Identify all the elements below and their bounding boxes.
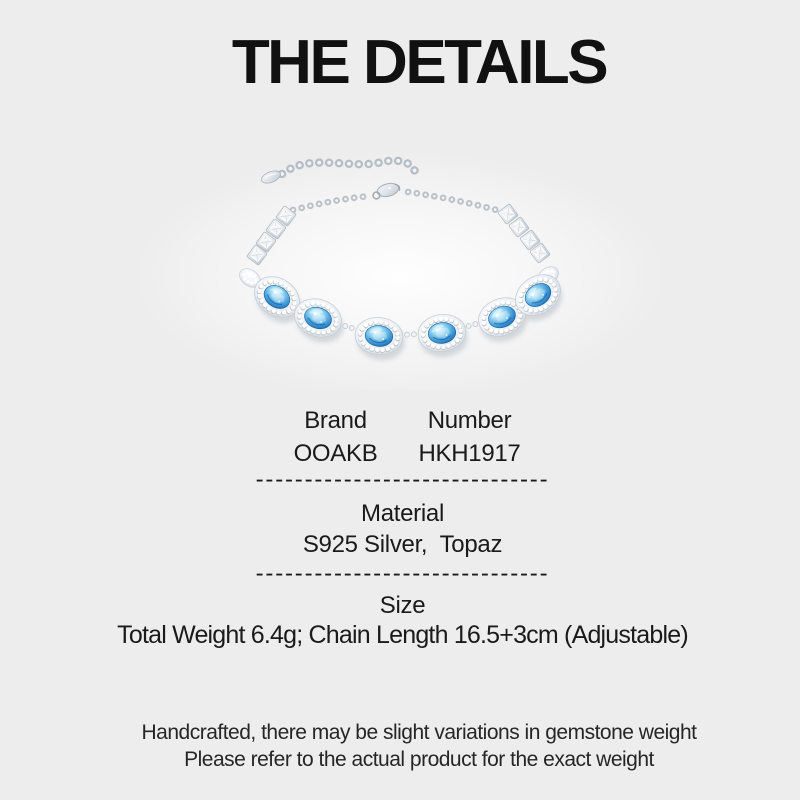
size-label: Size [379, 592, 426, 619]
number-column [409, 409, 531, 466]
brand-label: Brand [304, 407, 367, 434]
footer-line-2: Please refer to the actual product for the exact weight [184, 748, 654, 771]
number-value: HKH1917 [418, 440, 521, 467]
material-value: S925 Silver, Topaz [302, 531, 503, 558]
brand-column [275, 409, 397, 466]
product-photo [120, 140, 680, 390]
material-label: Material [361, 500, 444, 527]
number-label: Number [427, 407, 512, 434]
footer-note [38, 719, 800, 773]
bracelet-photo [120, 140, 680, 390]
divider-dashes-2: ------------------------------ [255, 560, 550, 587]
brand-number-row [5, 409, 800, 466]
footer-line-1: Handcrafted, there may be slight variations in gemstone weight [141, 721, 697, 744]
size-value: Total Weight 6.4g; Chain Length 16.5+3cm (Adjustable) [117, 621, 688, 649]
photo-background-glow [132, 150, 668, 390]
page-title: THE DETAILS [231, 28, 607, 97]
brand-value: OOAKB [293, 440, 378, 467]
divider-dashes-1: ------------------------------ [255, 466, 550, 493]
